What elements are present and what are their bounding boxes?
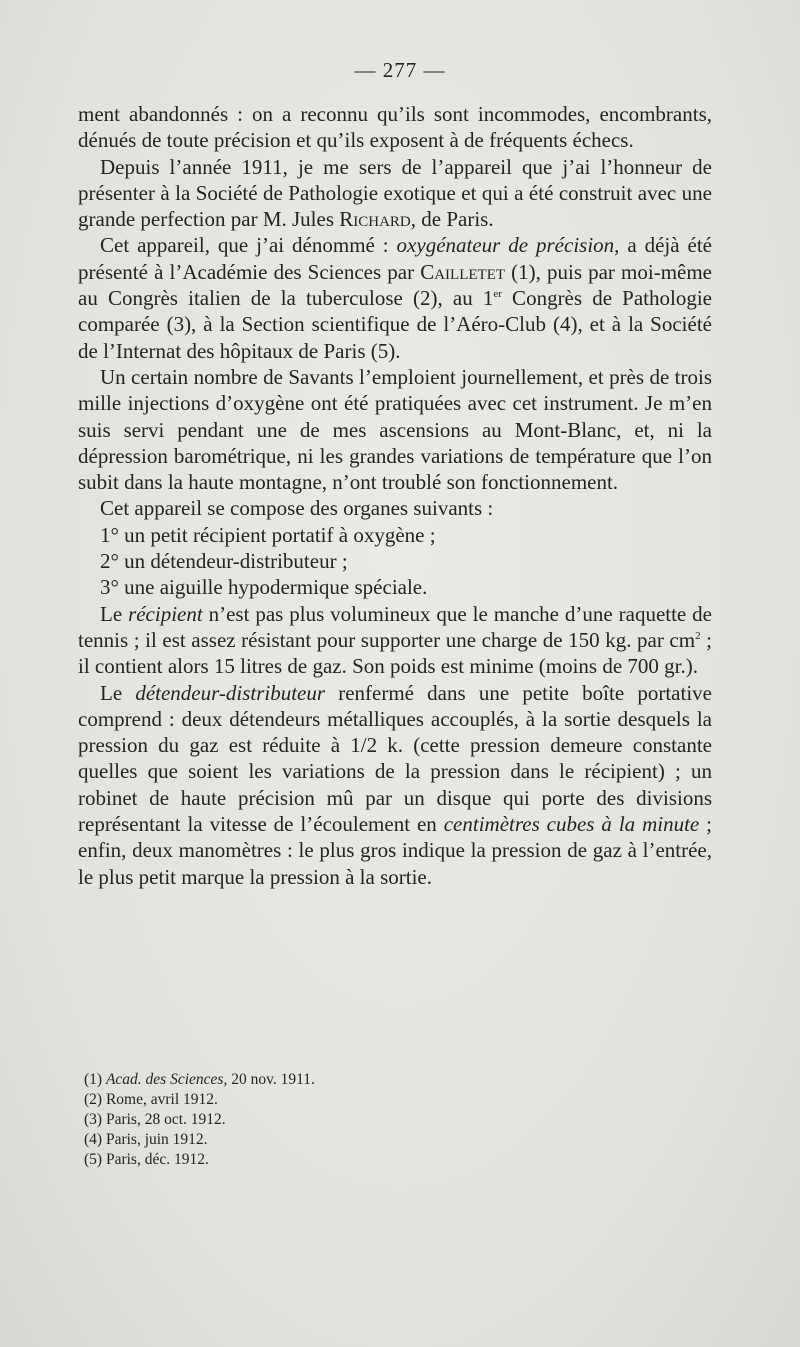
small-caps-name: Richard — [339, 207, 411, 232]
body-text — [78, 101, 712, 890]
text-run: Le — [100, 680, 136, 705]
text-run: (4) Paris, juin 1912. — [84, 1131, 208, 1148]
list-item — [78, 574, 712, 600]
text-run: Congrès de Pathologie comparée (3), à la Section scientifique de l’Aéro-Club (4), et à la Société de l’Internat des hôpitaux de Paris (5). — [78, 286, 713, 363]
text-run: Le — [100, 601, 129, 626]
paragraph — [78, 101, 712, 154]
text-run: (1), puis par moi-même au Congrès italien de la tuberculose (2), au 1 — [78, 259, 713, 311]
superscript: er — [493, 288, 502, 301]
text-run: 2° un détendeur-distributeur ; — [100, 549, 348, 574]
text-run: (3) Paris, 28 oct. 1912. — [84, 1111, 226, 1128]
text-run: n’est pas plus volumineux que le manche d’une raquette de tennis ; il est assez résistant pour supporter une charge de 150 kg. par cm — [78, 601, 712, 652]
page-number: — 277 — — [354, 58, 446, 82]
italic-text: récipient — [128, 601, 203, 626]
superscript: 2 — [695, 629, 701, 642]
paragraph — [78, 680, 712, 890]
text-run: , a déjà été présenté à l’Académie des Sciences par — [78, 233, 712, 284]
text-run: ment abandonnés : on a reconnu qu’ils sont incommodes, encombrants, dénués de toute précision et qu’ils exposent à de fréquents échecs. — [78, 102, 712, 153]
paragraph — [78, 232, 712, 363]
footnote — [84, 1150, 584, 1170]
text-run: renfermé dans une petite boîte portative comprend : deux détendeurs métalliques accouplés, à la sortie desquels la pression du gaz est réduite à 1/2 k. (cette pression demeure constante quelles que soient les variations de la pression dans le récipient) ; un robinet de haute précision mû par un disque qui porte des divisions représentant la vitesse de l’écoulement en — [78, 680, 712, 837]
text-run: , de Paris. — [410, 207, 494, 232]
small-caps-name: Cailletet — [420, 259, 506, 284]
text-run: ; il contient alors 15 litres de gaz. Son poids est minime (moins de 700 gr.). — [78, 627, 712, 679]
list-item — [78, 522, 712, 548]
italic-text: détendeur-distributeur — [135, 680, 326, 705]
text-run: Depuis l’année 1911, je me sers de l’appareil que j’ai l’honneur de présenter à la Société de Pathologie exotique et qui a été construit avec une grande perfection par M. Jules — [78, 154, 712, 232]
footnote — [84, 1130, 584, 1150]
text-run: Cet appareil se compose des organes suivants : — [100, 496, 494, 521]
text-run: 3° une aiguille hypodermique spéciale. — [100, 575, 428, 600]
text-run: , 20 nov. 1911. — [223, 1071, 315, 1088]
text-run: (2) Rome, avril 1912. — [84, 1091, 218, 1108]
text-run: Cet appareil, que j’ai dénommé : — [100, 233, 397, 258]
paragraph — [78, 601, 712, 680]
text-run: (1) — [84, 1071, 106, 1088]
footnotes — [84, 1070, 584, 1170]
footnote — [84, 1110, 584, 1130]
text-run: 1° un petit récipient portatif à oxygène ; — [100, 522, 436, 547]
footnote — [84, 1070, 584, 1090]
paragraph — [78, 154, 712, 233]
footnote — [84, 1090, 584, 1110]
text-run: ; enfin, deux manomètres : le plus gros indique la pression de gaz à l’entrée, le plus petit marque la pression à la sortie. — [78, 812, 712, 889]
paragraph — [78, 364, 712, 495]
paragraph — [78, 495, 712, 521]
italic-text: centimètres cubes à la minute — [443, 812, 700, 837]
text-run: Un certain nombre de Savants l’emploient journellement, et près de trois mille injections d’oxygène ont été pratiquées avec cet instrument. Je m’en suis servi pendant une de mes ascensions au Mont-Blanc, et, ni la dépression barométrique, ni les grandes variations de température que l’on subit dans la haute montagne, n’ont troublé son fonctionnement. — [78, 364, 712, 495]
text-run: (5) Paris, déc. 1912. — [84, 1151, 209, 1168]
italic-text: Acad. des Sciences — [105, 1071, 224, 1088]
list-item — [78, 548, 712, 574]
italic-text: oxygénateur de précision — [396, 233, 615, 258]
